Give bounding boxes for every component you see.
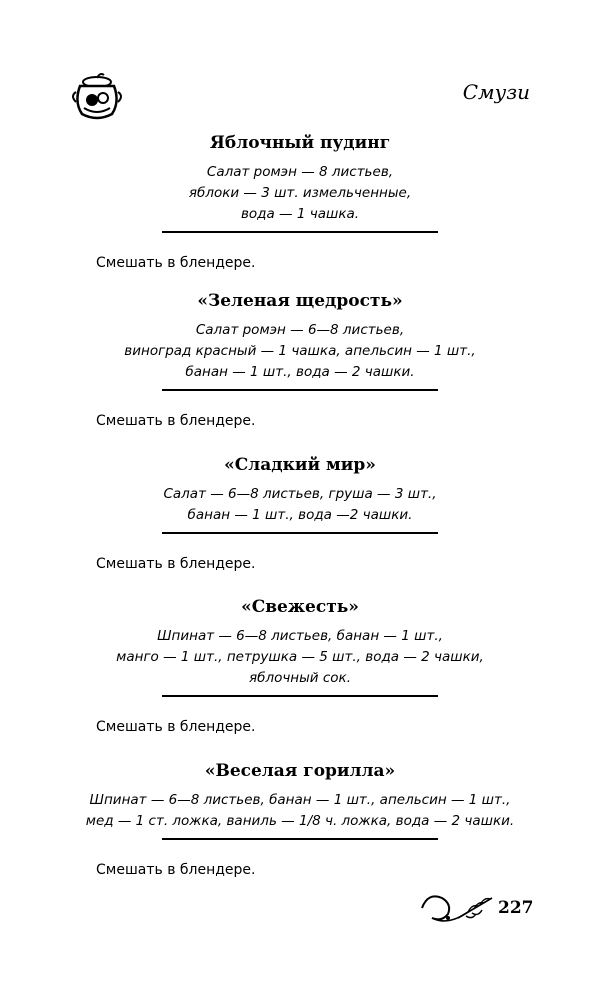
ingredient-line: манго — 1 шт., петрушка — 5 шт., вода — 2 чашки, [116, 649, 484, 665]
recipe-instruction: Смешать в блендере. [96, 862, 256, 878]
recipe [0, 760, 600, 880]
divider [162, 838, 438, 840]
recipe-instruction: Смешать в блендере. [96, 719, 256, 735]
ingredient-line: мед — 1 ст. ложка, ваниль — 1/8 ч. ложка, вода — 2 чашки. [85, 813, 515, 829]
recipe-instruction: Смешать в блендере. [96, 255, 256, 271]
recipe-title: «Зеленая щедрость» [197, 291, 403, 311]
recipe-instruction: Смешать в блендере. [96, 556, 256, 572]
recipe-title: «Веселая горилла» [204, 761, 396, 781]
ingredient-line: виноград красный — 1 чашка, апельсин — 1 шт., [124, 343, 476, 359]
section-title: Смузи [462, 80, 530, 104]
divider [162, 389, 438, 391]
recipe [0, 290, 600, 431]
ingredient-line: Шпинат — 6—8 листьев, банан — 1 шт., апельсин — 1 шт., [89, 792, 511, 808]
ingredient-line: Салат — 6—8 листьев, груша — 3 шт., [163, 486, 437, 502]
ingredient-line: банан — 1 шт., вода —2 чашки. [187, 507, 413, 523]
recipe-title: «Сладкий мир» [224, 455, 376, 475]
ingredient-line: Шпинат — 6—8 листьев, банан — 1 шт., [157, 628, 443, 644]
ingredient-line: яблочный сок. [249, 670, 351, 686]
page-number: 227 [498, 898, 534, 918]
ingredient-line: Салат ромэн — 8 листьев, [206, 164, 394, 180]
ingredient-line: Салат ромэн — 6—8 листьев, [195, 322, 405, 338]
ingredient-line: вода — 1 чашка. [240, 206, 360, 222]
recipe-title: Яблочный пудинг [209, 133, 391, 153]
recipe [0, 132, 600, 273]
pot-of-fruit-icon [70, 72, 124, 122]
leaf-flourish-icon [418, 888, 496, 928]
divider [162, 695, 438, 697]
ingredient-line: яблоки — 3 шт. измельченные, [188, 185, 412, 201]
ingredient-line: банан — 1 шт., вода — 2 чашки. [185, 364, 415, 380]
recipe [0, 596, 600, 737]
divider [162, 231, 438, 233]
recipe [0, 454, 600, 574]
recipe-instruction: Смешать в блендере. [96, 413, 256, 429]
recipe-title: «Свежесть» [241, 597, 359, 617]
divider [162, 532, 438, 534]
